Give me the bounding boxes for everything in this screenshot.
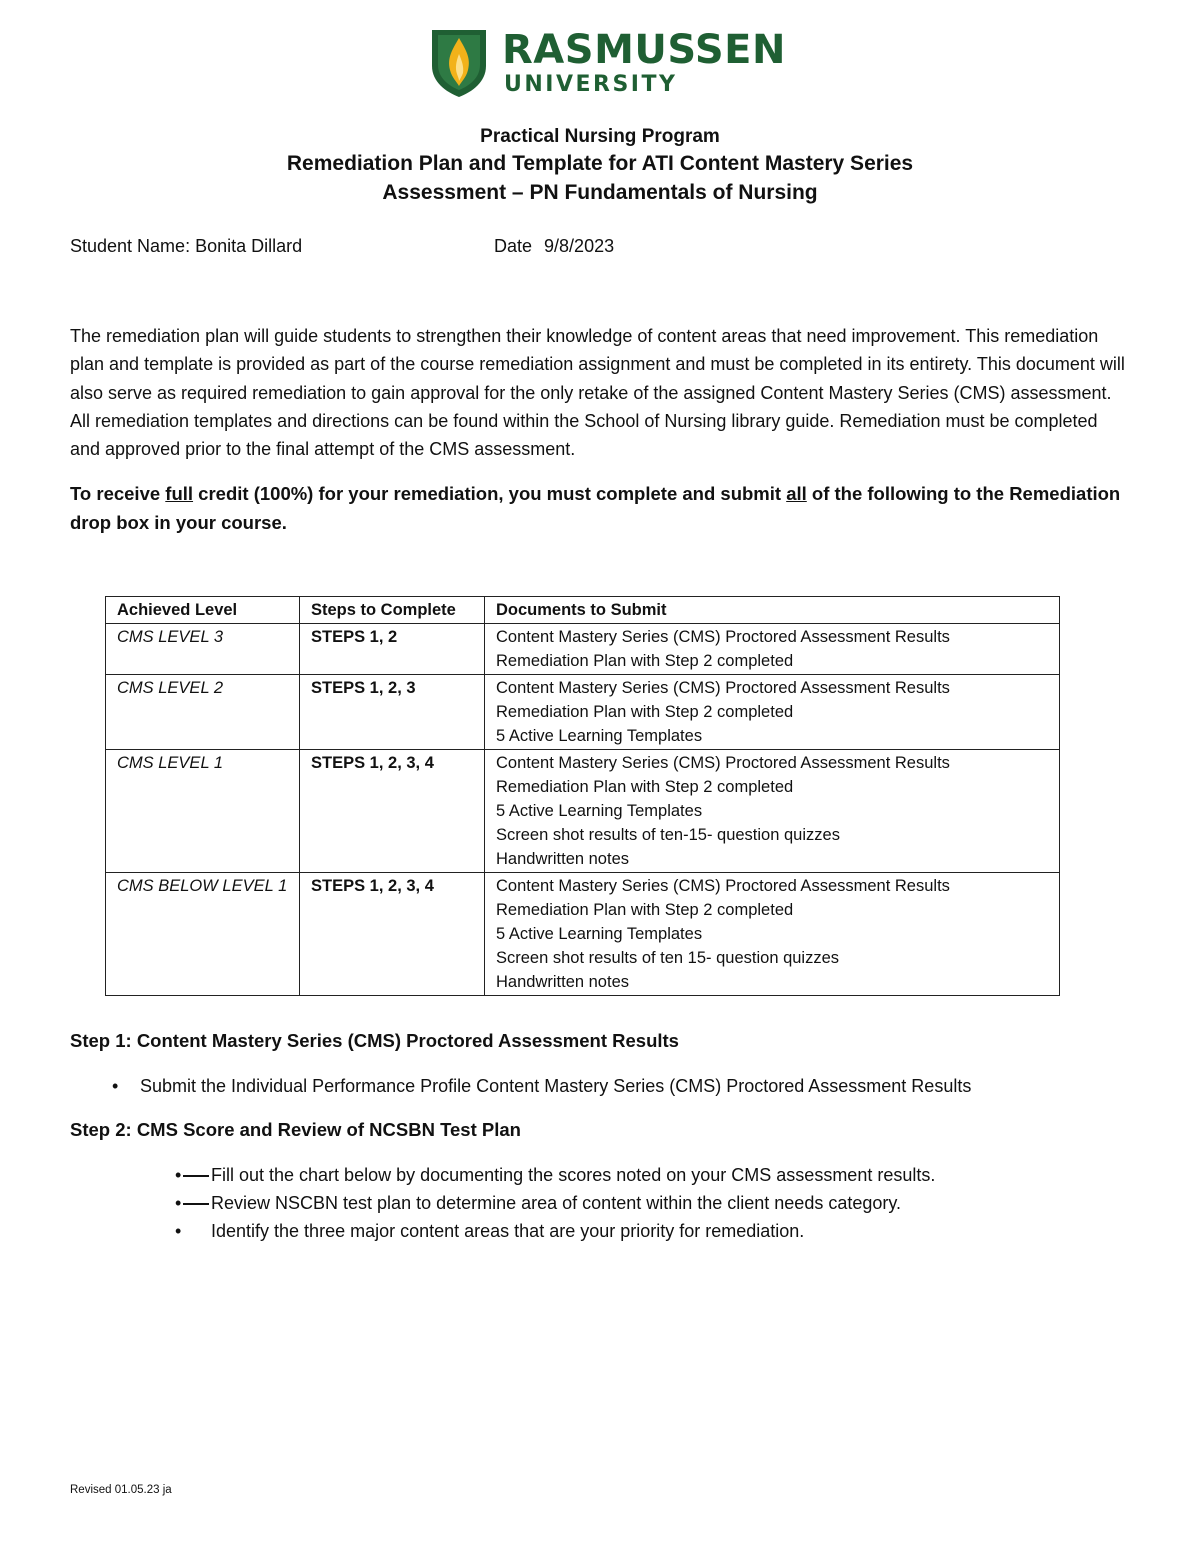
list-item (175, 1161, 936, 1189)
student-name: Student Name: Bonita Dillard (70, 236, 303, 256)
requirements-table (105, 596, 1060, 996)
row-level: CMS LEVEL 2 (106, 675, 300, 750)
table-row (106, 873, 1060, 996)
row-level: CMS LEVEL 1 (106, 750, 300, 873)
header-steps: Steps to Complete (300, 597, 485, 624)
credit-text-2: credit (100%) for your remediation, you must complete and submit (193, 483, 787, 504)
bullet-icon: • (175, 1165, 182, 1185)
logo-subtitle: UNIVERSITY (504, 72, 678, 97)
logo-name: RASMUSSEN (502, 27, 786, 73)
credit-text-1: To receive (70, 483, 166, 504)
list-item-text: Review NSCBN test plan to determine area of content within the client needs category. (211, 1193, 902, 1213)
row-steps: STEPS 1, 2, 3, 4 (300, 750, 485, 873)
row-steps: STEPS 1, 2, 3, 4 (300, 873, 485, 996)
document-item: Content Mastery Series (CMS) Proctored Assessment Results (496, 628, 950, 646)
row-documents (485, 873, 1060, 996)
document-item: Remediation Plan with Step 2 completed (496, 703, 794, 721)
credit-text-3: of the following to the Remediation drop box in your course. (70, 483, 1121, 533)
row-documents (485, 624, 1060, 675)
row-documents (485, 750, 1060, 873)
row-documents (485, 675, 1060, 750)
revision-footer: Revised 01.05.23 ja (70, 1484, 172, 1496)
university-logo (428, 26, 786, 100)
intro-paragraph: The remediation plan will guide students to strengthen their knowledge of content areas that need improvement. This remediation plan and template is provided as part of the course remediation assignment and must be completed in its entirety. This document will also serve as required remediation to gain approval for the only retake of the assigned Content Mastery Series (CMS) assessment. All remediation templates and directions can be found within the School of Nursing library guide. Remediation must be completed and approved prior to the final attempt of the CMS assessment. (70, 326, 1125, 460)
step1-list (140, 1072, 971, 1100)
list-item: • Submit the Individual Performance Profile Content Mastery Series (CMS) Proctored Assessment Results (140, 1072, 971, 1100)
credit-emphasis-full: full (165, 483, 194, 504)
document-item: Remediation Plan with Step 2 completed (496, 901, 794, 919)
bullet-connector (183, 1203, 209, 1205)
document-item: Content Mastery Series (CMS) Proctored Assessment Results (496, 754, 950, 772)
list-item-text: Identify the three major content areas that are your priority for remediation. (211, 1221, 805, 1241)
date-field (494, 236, 614, 257)
document-item: 5 Active Learning Templates (496, 925, 703, 943)
document-item: Screen shot results of ten-15- question quizzes (496, 826, 840, 844)
document-item: 5 Active Learning Templates (496, 727, 703, 745)
table-row (106, 624, 1060, 675)
credit-instructions (70, 480, 1130, 537)
table-header-row (106, 597, 1060, 624)
document-item: Remediation Plan with Step 2 completed (496, 652, 794, 670)
table-row (106, 750, 1060, 873)
document-title: Remediation Plan and Template for ATI Content Mastery Series (286, 152, 914, 175)
bullet-icon: • (175, 1193, 182, 1213)
step2-list (175, 1161, 936, 1245)
date-label: Date (494, 236, 533, 256)
list-item-text: Fill out the chart below by documenting the scores noted on your CMS assessment results. (211, 1165, 936, 1185)
list-item (175, 1217, 935, 1245)
document-item: Remediation Plan with Step 2 completed (496, 778, 794, 796)
document-item: Handwritten notes (496, 850, 629, 868)
step2-heading: Step 2: CMS Score and Review of NCSBN Test Plan (70, 1119, 521, 1140)
row-steps: STEPS 1, 2 (300, 624, 485, 675)
header-achieved-level: Achieved Level (106, 597, 300, 624)
list-item (175, 1189, 935, 1217)
row-level: CMS LEVEL 3 (106, 624, 300, 675)
date-value: 9/8/2023 (544, 236, 615, 256)
table-row (106, 675, 1060, 750)
document-item: Content Mastery Series (CMS) Proctored Assessment Results (496, 679, 950, 697)
document-item: Screen shot results of ten 15- question quizzes (496, 949, 840, 967)
program-title: Practical Nursing Program (480, 126, 720, 147)
document-item: Handwritten notes (496, 973, 629, 991)
bullet-connector (183, 1175, 209, 1177)
row-level: CMS BELOW LEVEL 1 (106, 873, 300, 996)
step1-heading: Step 1: Content Mastery Series (CMS) Proctored Assessment Results (70, 1030, 679, 1051)
document-item: 5 Active Learning Templates (496, 802, 703, 820)
assessment-title: Assessment – PN Fundamentals of Nursing (382, 181, 818, 204)
header-documents: Documents to Submit (485, 597, 1060, 624)
bullet-icon: • (175, 1221, 182, 1241)
document-item: Content Mastery Series (CMS) Proctored Assessment Results (496, 877, 950, 895)
flame-shield-icon (428, 26, 490, 98)
row-steps: STEPS 1, 2, 3 (300, 675, 485, 750)
credit-emphasis-all: all (786, 483, 807, 504)
